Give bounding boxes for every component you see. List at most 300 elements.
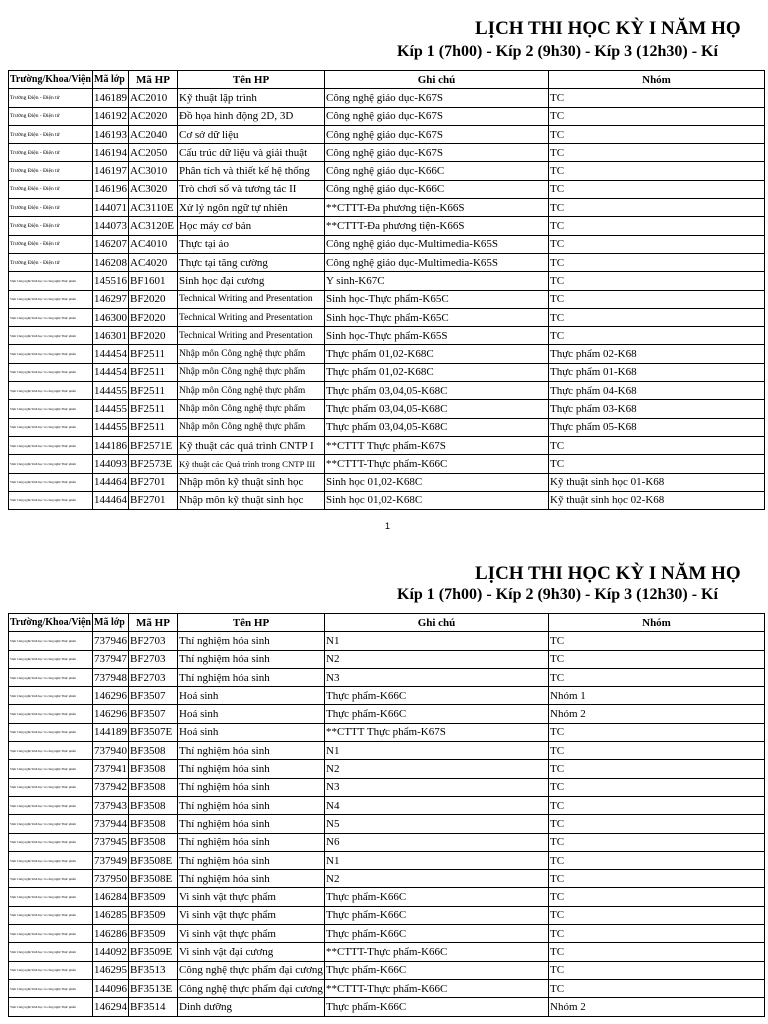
table-header-row [9,71,765,89]
class-code-cell: 146196 [93,180,129,198]
table-row [9,382,765,400]
table-row [9,906,765,924]
class-code-cell: 144096 [93,979,129,997]
course-code-cell: BF2703 [129,632,178,650]
group-cell: Nhóm 1 [549,687,765,705]
table-row [9,796,765,814]
course-name-cell: Sinh học đại cương [178,272,325,290]
course-name-cell: Công nghệ thực phẩm đại cương [178,961,325,979]
school-cell: Viện Công nghệ Sinh học và công nghệ Thực phẩm [9,491,93,509]
course-name-cell: Vi sinh vật đại cương [178,943,325,961]
table-row [9,961,765,979]
course-code-cell: BF3508 [129,778,178,796]
table-row [9,199,765,217]
school-cell: Viện Công nghệ Sinh học và công nghệ Thực phẩm [9,455,93,473]
class-code-cell: 144455 [93,382,129,400]
group-cell: TC [549,668,765,686]
course-code-cell: BF2571E [129,436,178,454]
group-cell: Kỹ thuật sinh học 01-K68 [549,473,765,491]
note-cell: Công nghệ giáo dục-K67S [325,144,549,162]
class-code-cell: 737940 [93,742,129,760]
header-note: Ghi chú [325,614,549,632]
course-code-cell: AC2020 [129,107,178,125]
note-cell: Thực phẩm 01,02-K68C [325,345,549,363]
course-code-cell: BF2703 [129,650,178,668]
note-cell: Công nghệ giáo dục-K66C [325,162,549,180]
class-code-cell: 144464 [93,491,129,509]
class-code-cell: 146285 [93,906,129,924]
note-cell: N1 [325,851,549,869]
course-name-cell: Kỹ thuật các Quá trình trong CNTP III [178,455,325,473]
course-name-cell: Cơ sở dữ liệu [178,125,325,143]
page-subtitle: Kíp 1 (7h00) - Kíp 2 (9h30) - Kíp 3 (12h30) - Kí [397,43,718,60]
school-cell: Viện Công nghệ Sinh học và công nghệ Thực phẩm [9,796,93,814]
class-code-cell: 144455 [93,400,129,418]
table-row [9,668,765,686]
table-row [9,253,765,271]
class-code-cell: 737950 [93,870,129,888]
course-name-cell: Technical Writing and Presentation [178,308,325,326]
table-row [9,943,765,961]
note-cell: N2 [325,760,549,778]
table-row [9,742,765,760]
note-cell: **CTTT Thực phẩm-K67S [325,436,549,454]
course-name-cell: Thí nghiệm hóa sinh [178,778,325,796]
course-code-cell: BF3508E [129,851,178,869]
school-cell: Viện Công nghệ Sinh học và công nghệ Thực phẩm [9,742,93,760]
class-code-cell: 146301 [93,327,129,345]
class-code-cell: 145516 [93,272,129,290]
class-code-cell: 737948 [93,668,129,686]
school-cell: Viện Công nghệ Sinh học và công nghệ Thực phẩm [9,778,93,796]
group-cell: TC [549,888,765,906]
class-code-cell: 146197 [93,162,129,180]
header-course-name: Tên HP [178,614,325,632]
course-name-cell: Thực tại ảo [178,235,325,253]
note-cell: Công nghệ giáo dục-K66C [325,180,549,198]
class-code-cell: 144464 [93,473,129,491]
table-row [9,455,765,473]
course-code-cell: AC4010 [129,235,178,253]
course-code-cell: AC3110E [129,199,178,217]
class-code-cell: 146296 [93,687,129,705]
group-cell: TC [549,961,765,979]
school-cell: Trường Điện - Điện tử [9,199,93,217]
page-subtitle: Kíp 1 (7h00) - Kíp 2 (9h30) - Kíp 3 (12h30) - Kí [397,586,718,603]
table-row [9,851,765,869]
course-code-cell: BF3513 [129,961,178,979]
header-group: Nhóm [549,614,765,632]
group-cell: Kỹ thuật sinh học 02-K68 [549,491,765,509]
course-name-cell: Vi sinh vật thực phẩm [178,906,325,924]
course-name-cell: Thí nghiệm hóa sinh [178,760,325,778]
class-code-cell: 146192 [93,107,129,125]
group-cell: TC [549,925,765,943]
group-cell: TC [549,327,765,345]
class-code-cell: 737941 [93,760,129,778]
course-name-cell: Nhập môn Công nghệ thực phẩm [178,363,325,381]
school-cell: Viện Công nghệ Sinh học và công nghệ Thực phẩm [9,436,93,454]
school-cell: Viện Công nghệ Sinh học và công nghệ Thực phẩm [9,961,93,979]
school-cell: Viện Công nghệ Sinh học và công nghệ Thực phẩm [9,668,93,686]
course-code-cell: BF2511 [129,418,178,436]
note-cell: N3 [325,778,549,796]
class-code-cell: 737942 [93,778,129,796]
course-name-cell: Technical Writing and Presentation [178,327,325,345]
note-cell: Công nghệ giáo dục-K67S [325,125,549,143]
course-name-cell: Dinh dưỡng [178,998,325,1016]
note-cell: N4 [325,796,549,814]
table-row [9,778,765,796]
course-name-cell: Kỹ thuật lập trình [178,89,325,107]
course-code-cell: BF2701 [129,491,178,509]
group-cell: TC [549,778,765,796]
table-row [9,144,765,162]
course-code-cell: BF2511 [129,400,178,418]
header-course-name: Tên HP [178,71,325,89]
class-code-cell: 146208 [93,253,129,271]
course-name-cell: Xử lý ngôn ngữ tự nhiên [178,199,325,217]
table-row [9,760,765,778]
note-cell: N5 [325,815,549,833]
course-name-cell: Thí nghiệm hóa sinh [178,742,325,760]
course-code-cell: BF2020 [129,290,178,308]
school-cell: Viện Công nghệ Sinh học và công nghệ Thực phẩm [9,687,93,705]
course-name-cell: Vi sinh vật thực phẩm [178,925,325,943]
note-cell: **CTTT-Thực phẩm-K66C [325,455,549,473]
group-cell: TC [549,199,765,217]
table-header-row [9,614,765,632]
table-row [9,125,765,143]
course-name-cell: Kỹ thuật các quá trình CNTP I [178,436,325,454]
group-cell: TC [549,815,765,833]
table-row [9,723,765,741]
group-cell: TC [549,217,765,235]
school-cell: Viện Công nghệ Sinh học và công nghệ Thực phẩm [9,473,93,491]
class-code-cell: 144071 [93,199,129,217]
course-name-cell: Thí nghiệm hóa sinh [178,650,325,668]
school-cell: Viện Công nghệ Sinh học và công nghệ Thực phẩm [9,632,93,650]
course-code-cell: BF3507 [129,687,178,705]
note-cell: Sinh học-Thực phẩm-K65S [325,327,549,345]
note-cell: N3 [325,668,549,686]
course-name-cell: Thí nghiệm hóa sinh [178,632,325,650]
school-cell: Trường Điện - Điện tử [9,235,93,253]
group-cell: TC [549,796,765,814]
header-note: Ghi chú [325,71,549,89]
course-code-cell: BF2511 [129,382,178,400]
course-code-cell: AC3010 [129,162,178,180]
school-cell: Trường Điện - Điện tử [9,107,93,125]
table-row [9,491,765,509]
class-code-cell: 737944 [93,815,129,833]
table-row [9,815,765,833]
course-name-cell: Hoá sinh [178,723,325,741]
course-code-cell: BF3509E [129,943,178,961]
note-cell: Công nghệ giáo dục-Multimedia-K65S [325,235,549,253]
school-cell: Viện Công nghệ Sinh học và công nghệ Thực phẩm [9,327,93,345]
course-code-cell: BF2573E [129,455,178,473]
course-name-cell: Thí nghiệm hóa sinh [178,796,325,814]
school-cell: Viện Công nghệ Sinh học và công nghệ Thực phẩm [9,815,93,833]
course-name-cell: Thí nghiệm hóa sinh [178,870,325,888]
school-cell: Viện Công nghệ Sinh học và công nghệ Thực phẩm [9,400,93,418]
table-row [9,632,765,650]
table-row [9,925,765,943]
course-code-cell: AC2040 [129,125,178,143]
course-name-cell: Hoá sinh [178,705,325,723]
school-cell: Trường Điện - Điện tử [9,217,93,235]
group-cell: Thực phẩm 01-K68 [549,363,765,381]
class-code-cell: 737946 [93,632,129,650]
group-cell: TC [549,144,765,162]
course-code-cell: BF3508 [129,796,178,814]
note-cell: Thực phẩm-K66C [325,925,549,943]
school-cell: Trường Điện - Điện tử [9,162,93,180]
course-code-cell: AC4020 [129,253,178,271]
table-row [9,650,765,668]
group-cell: TC [549,253,765,271]
header-group: Nhóm [549,71,765,89]
table-row [9,162,765,180]
school-cell: Trường Điện - Điện tử [9,253,93,271]
group-cell: Nhóm 2 [549,705,765,723]
course-code-cell: BF3508 [129,760,178,778]
school-cell: Viện Công nghệ Sinh học và công nghệ Thực phẩm [9,870,93,888]
class-code-cell: 146189 [93,89,129,107]
page-title: LỊCH THI HỌC KỲ I NĂM HỌ [475,18,741,39]
school-cell: Trường Điện - Điện tử [9,125,93,143]
school-cell: Trường Điện - Điện tử [9,144,93,162]
course-code-cell: BF2511 [129,345,178,363]
course-name-cell: Học máy cơ bản [178,217,325,235]
group-cell: TC [549,742,765,760]
class-code-cell: 146286 [93,925,129,943]
course-name-cell: Nhập môn kỹ thuật sinh học [178,473,325,491]
class-code-cell: 144454 [93,363,129,381]
exam-schedule-table [8,613,765,1017]
course-name-cell: Nhập môn kỹ thuật sinh học [178,491,325,509]
school-cell: Viện Công nghệ Sinh học và công nghệ Thực phẩm [9,308,93,326]
note-cell: N2 [325,870,549,888]
course-code-cell: BF3507 [129,705,178,723]
note-cell: Thực phẩm-K66C [325,705,549,723]
table-row [9,870,765,888]
class-code-cell: 144454 [93,345,129,363]
school-cell: Viện Công nghệ Sinh học và công nghệ Thực phẩm [9,943,93,961]
class-code-cell: 146207 [93,235,129,253]
course-name-cell: Phân tích và thiết kế hệ thống [178,162,325,180]
header-course-code: Mã HP [129,71,178,89]
page-number: 1 [385,521,391,531]
course-code-cell: AC3120E [129,217,178,235]
group-cell: Nhóm 2 [549,998,765,1016]
class-code-cell: 144093 [93,455,129,473]
table-row [9,363,765,381]
table-row [9,290,765,308]
class-code-cell: 144186 [93,436,129,454]
note-cell: N1 [325,742,549,760]
group-cell: TC [549,180,765,198]
table-row [9,308,765,326]
school-cell: Viện Công nghệ Sinh học và công nghệ Thực phẩm [9,851,93,869]
group-cell: TC [549,632,765,650]
group-cell: TC [549,760,765,778]
table-row [9,833,765,851]
group-cell: TC [549,89,765,107]
note-cell: Công nghệ giáo dục-Multimedia-K65S [325,253,549,271]
course-code-cell: AC3020 [129,180,178,198]
class-code-cell: 144092 [93,943,129,961]
table-row [9,979,765,997]
note-cell: **CTTT Thực phẩm-K67S [325,723,549,741]
school-cell: Viện Công nghệ Sinh học và công nghệ Thực phẩm [9,272,93,290]
course-name-cell: Nhập môn Công nghệ thực phẩm [178,400,325,418]
header-school: Trường/Khoa/Viện [9,614,93,632]
page-title: LỊCH THI HỌC KỲ I NĂM HỌ [475,563,741,584]
school-cell: Viện Công nghệ Sinh học và công nghệ Thực phẩm [9,906,93,924]
group-cell: Thực phẩm 03-K68 [549,400,765,418]
class-code-cell: 737943 [93,796,129,814]
class-code-cell: 146193 [93,125,129,143]
note-cell: N1 [325,632,549,650]
group-cell: TC [549,870,765,888]
school-cell: Viện Công nghệ Sinh học và công nghệ Thực phẩm [9,290,93,308]
table-row [9,418,765,436]
group-cell: Thực phẩm 05-K68 [549,418,765,436]
note-cell: Công nghệ giáo dục-K67S [325,107,549,125]
note-cell: **CTTT-Thực phẩm-K66C [325,979,549,997]
note-cell: Thực phẩm 01,02-K68C [325,363,549,381]
header-class-code: Mã lớp [93,71,129,89]
group-cell: TC [549,650,765,668]
note-cell: Công nghệ giáo dục-K67S [325,89,549,107]
note-cell: **CTTT-Thực phẩm-K66C [325,943,549,961]
school-cell: Viện Công nghệ Sinh học và công nghệ Thực phẩm [9,760,93,778]
course-code-cell: BF3509 [129,888,178,906]
note-cell: Sinh học-Thực phẩm-K65C [325,290,549,308]
table-row [9,217,765,235]
course-name-cell: Hoá sinh [178,687,325,705]
table-row [9,180,765,198]
class-code-cell: 146300 [93,308,129,326]
table-row [9,89,765,107]
table-row [9,400,765,418]
note-cell: N2 [325,650,549,668]
course-code-cell: BF3508 [129,833,178,851]
course-name-cell: Thí nghiệm hóa sinh [178,833,325,851]
note-cell: Sinh học-Thực phẩm-K65C [325,308,549,326]
course-name-cell: Nhập môn Công nghệ thực phẩm [178,418,325,436]
class-code-cell: 146297 [93,290,129,308]
schedule-page-2 [0,535,768,1024]
group-cell: Thực phẩm 02-K68 [549,345,765,363]
note-cell: N6 [325,833,549,851]
header-class-code: Mã lớp [93,614,129,632]
header-school: Trường/Khoa/Viện [9,71,93,89]
note-cell: Thực phẩm-K66C [325,906,549,924]
group-cell: TC [549,308,765,326]
table-row [9,345,765,363]
note-cell: Thực phẩm 03,04,05-K68C [325,382,549,400]
group-cell: TC [549,125,765,143]
group-cell: TC [549,235,765,253]
school-cell: Viện Công nghệ Sinh học và công nghệ Thực phẩm [9,650,93,668]
group-cell: TC [549,455,765,473]
group-cell: Thực phẩm 04-K68 [549,382,765,400]
school-cell: Viện Công nghệ Sinh học và công nghệ Thực phẩm [9,363,93,381]
school-cell: Trường Điện - Điện tử [9,89,93,107]
table-row [9,235,765,253]
course-code-cell: BF2703 [129,668,178,686]
course-name-cell: Nhập môn Công nghệ thực phẩm [178,345,325,363]
course-code-cell: BF2020 [129,327,178,345]
group-cell: TC [549,943,765,961]
note-cell: Y sinh-K67C [325,272,549,290]
course-code-cell: BF3508E [129,870,178,888]
note-cell: Sinh học 01,02-K68C [325,473,549,491]
group-cell: TC [549,272,765,290]
course-code-cell: AC2010 [129,89,178,107]
note-cell: Thực phẩm-K66C [325,888,549,906]
course-code-cell: BF3507E [129,723,178,741]
table-row [9,888,765,906]
course-code-cell: BF2020 [129,308,178,326]
group-cell: TC [549,979,765,997]
class-code-cell: 144073 [93,217,129,235]
school-cell: Viện Công nghệ Sinh học và công nghệ Thực phẩm [9,888,93,906]
group-cell: TC [549,436,765,454]
group-cell: TC [549,290,765,308]
table-row [9,272,765,290]
course-name-cell: Đồ họa hình động 2D, 3D [178,107,325,125]
note-cell: **CTTT-Đa phương tiện-K66S [325,217,549,235]
course-name-cell: Vi sinh vật thực phẩm [178,888,325,906]
course-code-cell: BF3509 [129,906,178,924]
note-cell: Thực phẩm-K66C [325,961,549,979]
school-cell: Viện Công nghệ Sinh học và công nghệ Thực phẩm [9,705,93,723]
course-name-cell: Thực tại tăng cường [178,253,325,271]
course-code-cell: BF2511 [129,363,178,381]
course-name-cell: Thí nghiệm hóa sinh [178,815,325,833]
school-cell: Viện Công nghệ Sinh học và công nghệ Thực phẩm [9,998,93,1016]
table-row [9,473,765,491]
table-row [9,705,765,723]
course-code-cell: BF3509 [129,925,178,943]
course-code-cell: BF3508 [129,742,178,760]
class-code-cell: 146194 [93,144,129,162]
class-code-cell: 144189 [93,723,129,741]
group-cell: TC [549,833,765,851]
school-cell: Viện Công nghệ Sinh học và công nghệ Thực phẩm [9,345,93,363]
course-name-cell: Trò chơi số và tương tác II [178,180,325,198]
class-code-cell: 146296 [93,705,129,723]
course-name-cell: Công nghệ thực phẩm đại cương [178,979,325,997]
course-name-cell: Cấu trúc dữ liệu và giải thuật [178,144,325,162]
note-cell: Sinh học 01,02-K68C [325,491,549,509]
class-code-cell: 737947 [93,650,129,668]
class-code-cell: 146294 [93,998,129,1016]
course-code-cell: BF2701 [129,473,178,491]
school-cell: Viện Công nghệ Sinh học và công nghệ Thực phẩm [9,979,93,997]
school-cell: Viện Công nghệ Sinh học và công nghệ Thực phẩm [9,833,93,851]
group-cell: TC [549,107,765,125]
table-row [9,436,765,454]
course-name-cell: Thí nghiệm hóa sinh [178,668,325,686]
note-cell: **CTTT-Đa phương tiện-K66S [325,199,549,217]
school-cell: Viện Công nghệ Sinh học và công nghệ Thực phẩm [9,382,93,400]
course-name-cell: Technical Writing and Presentation [178,290,325,308]
